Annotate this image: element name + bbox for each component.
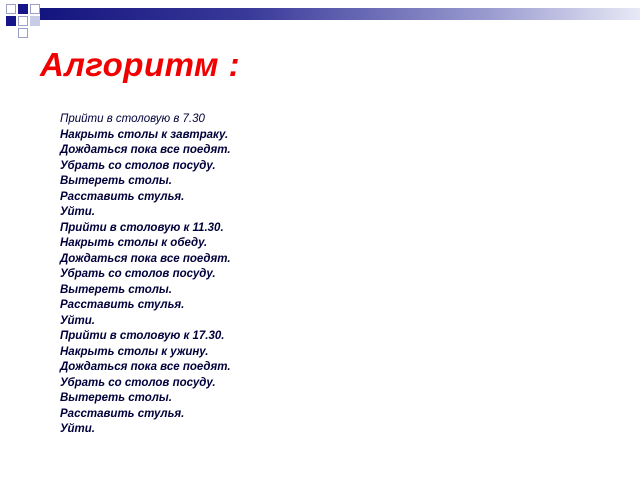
list-item: Дождаться пока все поедят. [60,361,231,373]
header-gradient-bar [40,8,640,20]
list-item: Дождаться пока все поедят. [60,252,231,265]
decor-square [18,28,28,38]
list-item: Прийти в столовую к 17.30. [60,330,225,342]
decor-square [6,16,16,26]
list-item: Расставить стулья. [60,299,185,311]
list-item: Уйти. [60,423,95,435]
list-item: Прийти в столовую в 7.30 [60,113,205,125]
list-item: Убрать со столов посуду. [60,159,216,172]
list-item: Прийти в столовую к 11.30. [60,221,224,234]
list-item: Вытереть столы. [60,392,172,404]
decor-square [18,4,28,14]
list-item: Вытереть столы. [60,283,172,296]
list-item: Дождаться пока все поедят. [60,144,231,156]
list-item: Накрыть столы к обеду. [60,237,208,249]
list-item: Убрать со столов посуду. [60,268,216,280]
decor-square [18,16,28,26]
slide-title: Алгоритм : [40,46,241,83]
list-item: Накрыть столы к ужину. [60,345,209,358]
algorithm-steps-list [60,112,231,438]
decor-square [30,4,40,14]
list-item: Вытереть столы. [60,175,172,187]
decor-square [6,4,16,14]
list-item: Расставить стулья. [60,407,185,420]
list-item: Уйти. [60,314,95,327]
list-item: Убрать со столов посуду. [60,376,216,389]
list-item: Расставить стулья. [60,190,185,203]
list-item: Накрыть столы к завтраку. [60,128,229,141]
list-item: Уйти. [60,206,95,218]
decor-square [30,16,40,26]
